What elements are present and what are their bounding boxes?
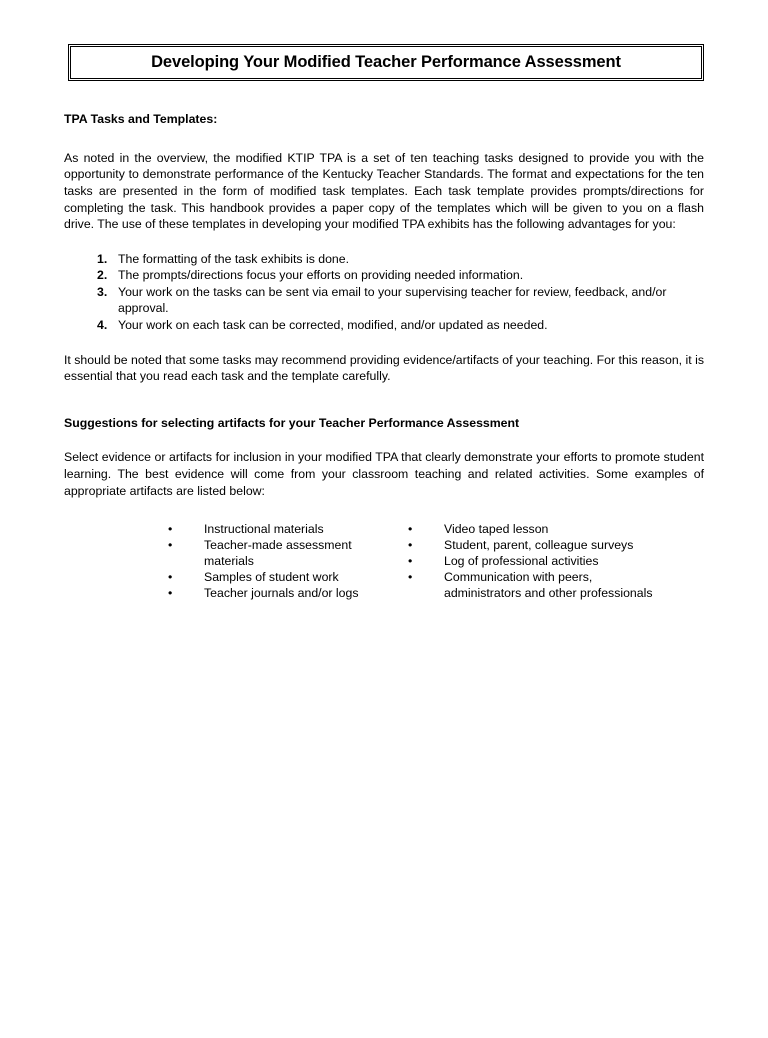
- spacer: [64, 431, 704, 449]
- advantages-list: [64, 251, 704, 334]
- document-title-banner: [68, 44, 704, 81]
- artifacts-columns: [64, 521, 704, 601]
- list-item: [166, 537, 364, 569]
- list-item: [406, 521, 664, 537]
- bullet-icon: •: [408, 522, 413, 537]
- list-item: [166, 521, 364, 537]
- artifacts-right-column: [364, 521, 664, 601]
- list-item: [166, 585, 364, 601]
- list-item-label: Video taped lesson: [444, 522, 549, 537]
- bullet-icon: •: [168, 586, 173, 601]
- list-item-number: 3.: [97, 284, 108, 299]
- artifacts-right-list: [406, 521, 664, 601]
- bullet-icon: •: [408, 538, 413, 553]
- bullet-icon: •: [168, 538, 173, 553]
- document-page: [0, 44, 768, 1038]
- tpa-tasks-heading: TPA Tasks and Templates:: [64, 112, 218, 127]
- suggestions-heading: Suggestions for selecting artifacts for your Teacher Performance Assessment: [64, 415, 520, 430]
- note-paragraph: It should be noted that some tasks may recommend providing evidence/artifacts of your teaching. For this reason, it is essential that you read each task and the template carefully.: [64, 352, 704, 384]
- bullet-icon: •: [168, 570, 173, 585]
- bullet-icon: •: [408, 554, 413, 569]
- bullet-icon: •: [168, 522, 173, 537]
- list-item: [64, 251, 704, 268]
- list-item: [64, 267, 704, 284]
- page-title: Developing Your Modified Teacher Performance Assessment: [151, 53, 621, 71]
- bullet-icon: •: [408, 570, 413, 585]
- list-item-number: 2.: [97, 268, 108, 283]
- list-item-label: Instructional materials: [204, 522, 324, 537]
- list-item-label: Log of professional activities: [444, 554, 599, 569]
- list-item-label: Student, parent, colleague surveys: [444, 538, 634, 553]
- spacer: [64, 81, 704, 111]
- list-item: [406, 537, 664, 553]
- spacer: [64, 233, 704, 251]
- intro-paragraph: As noted in the overview, the modified KTIP TPA is a set of ten teaching tasks designed to provide you with the opportunity to demonstrate performance of the Kentucky Teacher Standards. The format and expectations for the ten tasks are presented in the form of modified task templates. Each task template provides prompts/directions for completing the task. This handbook provides a paper copy of the templates which will be given to you on a flash drive. The use of these templates in developing your modified TPA exhibits has the following advantages for you:: [64, 150, 704, 232]
- spacer: [64, 385, 704, 415]
- list-item-label: Samples of student work: [204, 570, 339, 585]
- spacer: [64, 499, 704, 521]
- list-item-label: The prompts/directions focus your efforts on providing needed information.: [118, 268, 524, 283]
- artifacts-left-column: [64, 521, 364, 601]
- artifacts-left-list: [166, 521, 364, 601]
- list-item-label: Communication with peers, administrators and other professionals: [444, 570, 653, 601]
- list-item-number: 1.: [97, 251, 108, 266]
- spacer: [64, 128, 704, 150]
- spacer: [64, 334, 704, 352]
- list-item: [406, 569, 664, 601]
- list-item: [64, 284, 704, 317]
- list-item: [166, 569, 364, 585]
- list-item-label: Your work on the tasks can be sent via email to your supervising teacher for review, feedback, and/or approval.: [118, 284, 667, 316]
- list-item-label: Teacher journals and/or logs: [204, 586, 359, 601]
- list-item-label: Your work on each task can be corrected, modified, and/or updated as needed.: [118, 318, 548, 333]
- list-item-label: The formatting of the task exhibits is done.: [118, 251, 350, 266]
- list-item-number: 4.: [97, 318, 108, 333]
- suggestions-paragraph: Select evidence or artifacts for inclusion in your modified TPA that clearly demonstrate your efforts to promote student learning. The best evidence will come from your classroom teaching and related activities. Some examples of appropriate artifacts are listed below:: [64, 450, 704, 498]
- list-item: [406, 553, 664, 569]
- list-item-label: Teacher-made assessment materials: [204, 538, 352, 569]
- list-item: [64, 317, 704, 334]
